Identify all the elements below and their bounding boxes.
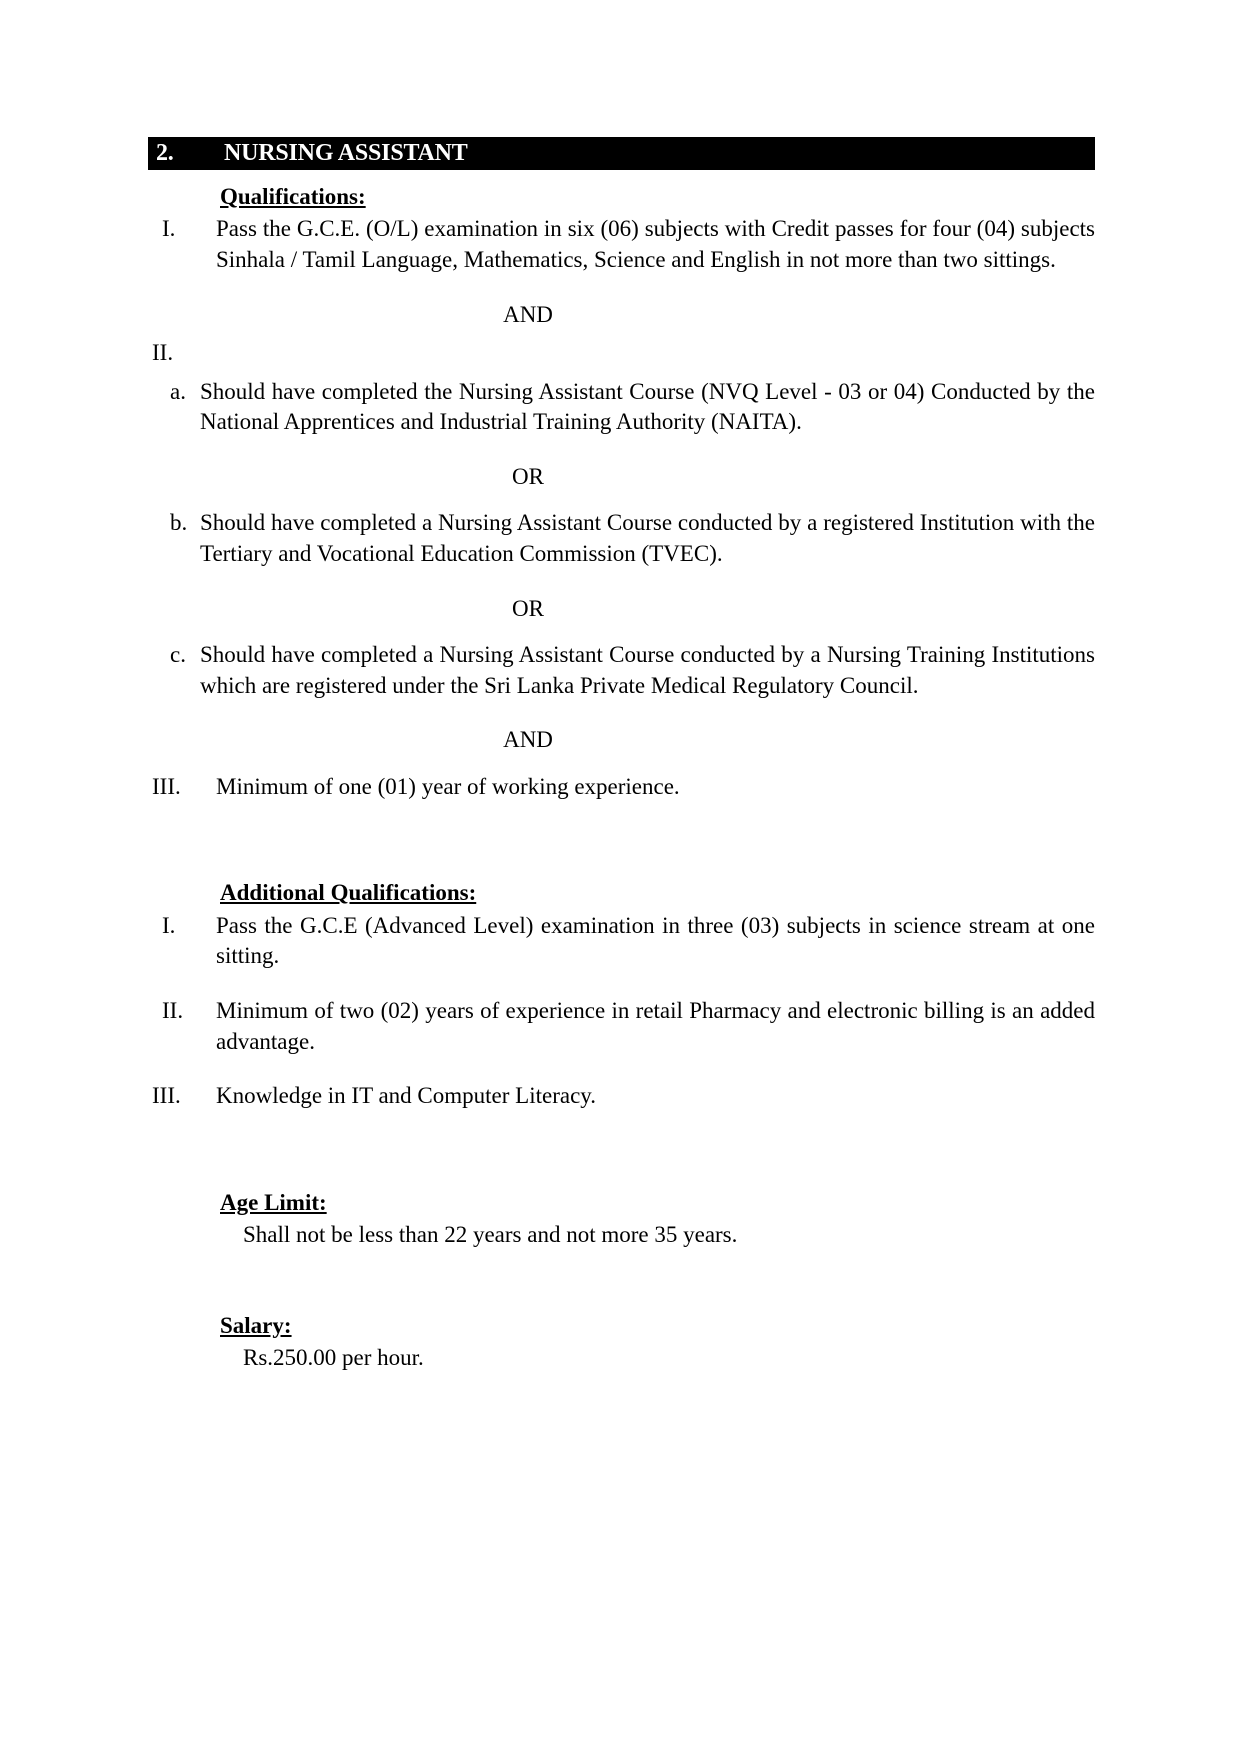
sub-list-item xyxy=(148,508,1095,569)
list-marker: I. xyxy=(162,912,176,938)
sub-list-marker: b. xyxy=(170,510,188,536)
list-marker: I. xyxy=(162,216,176,242)
sub-list-item xyxy=(148,640,1095,701)
section-number: 2. xyxy=(156,140,174,166)
list-text: Knowledge in IT and Computer Literacy. xyxy=(216,1083,597,1109)
document-content xyxy=(148,182,1095,1374)
sub-list-text: Should have completed the Nursing Assistant Course (NVQ Level - 03 or 04) Conducted by the National Apprentices and Industrial Training Authority (NAITA). xyxy=(200,378,1095,435)
age-limit-text: Shall not be less than 22 years and not more 35 years. xyxy=(243,1222,738,1248)
list-marker: II. xyxy=(152,340,174,366)
list-item xyxy=(148,996,1095,1057)
section-title-bar xyxy=(148,137,1095,170)
list-text: Pass the G.C.E (Advanced Level) examination in three (03) subjects in science stream at one sitting. xyxy=(216,912,1095,969)
connector-and-2: AND xyxy=(503,727,553,753)
salary-text: Rs.250.00 per hour. xyxy=(243,1345,424,1370)
salary-heading: Salary: xyxy=(220,1312,292,1338)
connector-or-1: OR xyxy=(512,463,544,489)
age-limit-heading: Age Limit: xyxy=(220,1189,327,1215)
connector-or-2: OR xyxy=(512,595,544,621)
sub-list-marker: c. xyxy=(170,642,186,668)
list-item xyxy=(148,911,1095,972)
list-item xyxy=(148,772,1095,803)
list-item xyxy=(148,338,1095,369)
list-marker: III. xyxy=(152,1083,181,1109)
list-item xyxy=(148,214,1095,275)
sub-list-item xyxy=(148,377,1095,438)
sub-list-marker: a. xyxy=(170,378,186,404)
qualifications-heading: Qualifications: xyxy=(220,184,366,209)
connector-and-1: AND xyxy=(503,301,553,327)
list-marker: III. xyxy=(152,773,181,799)
sub-list-text: Should have completed a Nursing Assistant Course conducted by a Nursing Training Institutions which are registered under the Sri Lanka Private Medical Regulatory Council. xyxy=(200,642,1095,698)
sub-list-text: Should have completed a Nursing Assistant Course conducted by a registered Institution with the Tertiary and Vocational Education Commission (TVEC). xyxy=(200,510,1095,566)
list-marker: II. xyxy=(162,997,184,1023)
section-title-label: NURSING ASSISTANT xyxy=(224,140,468,166)
list-item xyxy=(148,1081,1095,1112)
additional-qualifications-heading: Additional Qualifications: xyxy=(220,880,477,906)
list-text: Pass the G.C.E. (O/L) examination in six (06) subjects with Credit passes for four (04) subjects Sinhala / Tamil Language, Mathematics, Science and English in not more than two sittings. xyxy=(216,216,1095,272)
list-text: Minimum of one (01) year of working experience. xyxy=(216,773,680,799)
list-text: Minimum of two (02) years of experience in retail Pharmacy and electronic billing is an added advantage. xyxy=(216,997,1095,1054)
